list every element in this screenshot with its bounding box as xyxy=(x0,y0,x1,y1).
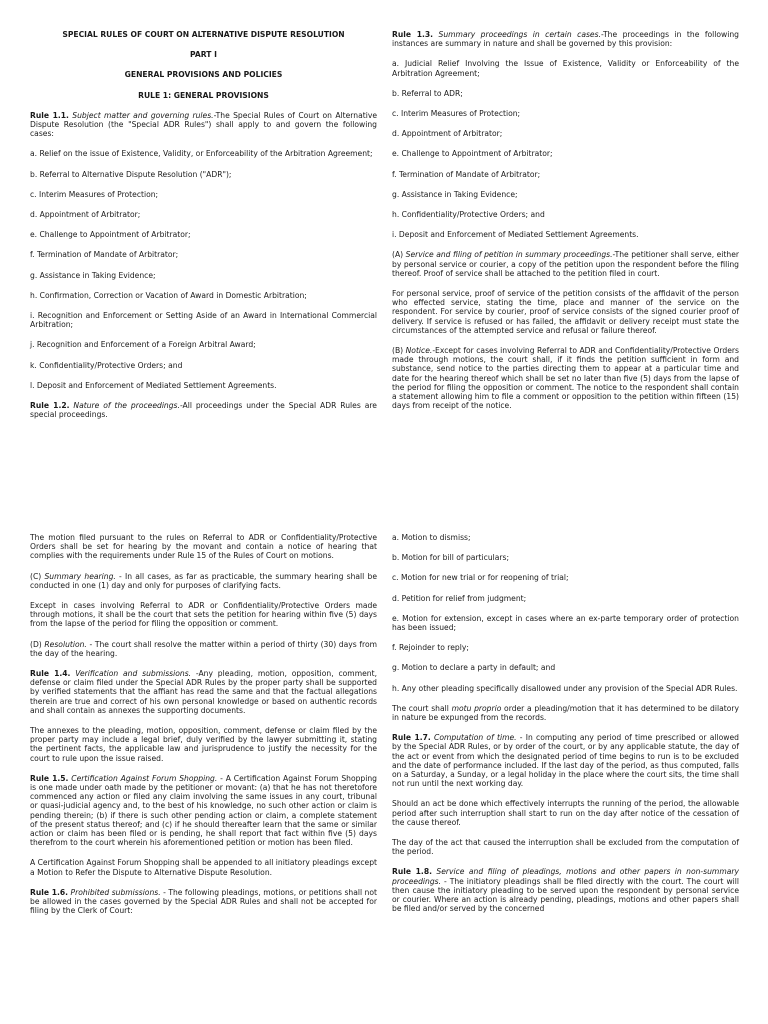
list-item: g. Assistance in Taking Evidence; xyxy=(30,270,156,280)
list-item: e. Challenge to Appointment of Arbitrator; xyxy=(30,230,191,240)
rule-text: - The initiatory pleadings shall be filed directly with the court. The court will then cause the initiatory pleading to be served upon the respondent by personal service or courier. Where an action is already pending, pleadings, motions and other papers shall be filed and/or served by the concerned xyxy=(392,876,739,914)
rule-label: Rule 1.3. xyxy=(392,30,434,39)
section-text: - The court shall resolve the matter within a period of thirty (30) days from the day of the hearing. xyxy=(30,639,377,658)
list-item: b. Referral to Alternative Dispute Resolution ("ADR"); xyxy=(30,169,232,179)
rule-1-4 xyxy=(30,669,377,715)
section-c xyxy=(30,572,377,590)
section-title: Resolution. xyxy=(44,639,87,649)
rule-label: Rule 1.6. xyxy=(30,887,69,897)
latin-term: motu proprio xyxy=(451,703,502,713)
list-item: f. Termination of Mandate of Arbitrator; xyxy=(392,169,541,179)
rule-title: Computation of time. xyxy=(434,733,517,743)
list-item: j. Recognition and Enforcement of a Foreign Arbitral Award; xyxy=(30,340,256,350)
part-heading: PART I xyxy=(190,50,217,60)
list-item: h. Confidentiality/Protective Orders; and xyxy=(392,210,545,220)
paragraph-personal-service: For personal service, proof of service of the petition consists of the affidavit of the person who effected service, stating the time, place and manner of the service on the respondent. For service by courier, proof of service consists of the signed courier proof of delivery. If service is refused or has failed, the affidavit or delivery receipt must state the circumstances of the attempted service and refusal or failure thereof. xyxy=(392,289,739,335)
list-item: a. Relief on the issue of Existence, Validity, or Enforceability of the Arbitration Agreement; xyxy=(30,149,373,159)
rule-label: Rule 1.4. xyxy=(30,669,71,679)
rule-title: Nature of the proceedings. xyxy=(73,401,180,411)
rule-title: Verification and submissions. xyxy=(75,669,192,679)
rule-1-3 xyxy=(392,30,739,48)
rule-title: Certification Against Forum Shopping. xyxy=(71,773,218,783)
section-title: Notice. xyxy=(405,346,433,356)
paragraph-except: Except in cases involving Referral to ADR or Confidentiality/Protective Orders made through motions, it shall be the court that sets the petition for hearing within five (5) days from the lapse of the period for filing the opposition or comment. xyxy=(30,601,377,629)
rule-title: Prohibited submissions. xyxy=(70,887,161,897)
rule-label: Rule 1.1. xyxy=(30,110,69,120)
rule-text: -Any pleading, motion, opposition, comment, defense or claim filed under the Special ADR Rules by the proper party shall be supported by verified statements that the affiant has read the same and that the factual allegations therein are true and correct of his own personal knowledge or based on authentic records and shall contain as annexes the supporting documents. xyxy=(30,669,377,715)
rule-text: -The Special Rules of Court on Alternative Dispute Resolution (the "Special ADR Rules") shall apply to and govern the following cases: xyxy=(30,110,377,139)
section-text: -The petitioner shall serve, either by personal service or courier, a copy of the petition upon the respondent before the filing thereof. Proof of service shall be attached to the petition filed in court. xyxy=(392,250,739,278)
rule-1-8 xyxy=(392,867,739,913)
list-item: c. Interim Measures of Protection; xyxy=(392,109,521,119)
rule-heading: RULE 1: GENERAL PROVISIONS xyxy=(138,90,269,100)
section-a xyxy=(392,250,739,278)
rule-text: -The proceedings in the following instances are summary in nature and shall be governed by this provision: xyxy=(392,30,739,49)
list-item: c. Motion for new trial or for reopening of trial; xyxy=(392,573,569,583)
paragraph-motu-proprio xyxy=(392,704,739,722)
column-bottom-left xyxy=(30,533,377,927)
section-title: Service and filing of petition in summary proceedings. xyxy=(405,250,613,260)
list-item: e. Challenge to Appointment of Arbitrator; xyxy=(392,149,553,159)
list-item: e. Motion for extension, except in cases where an ex-parte temporary order of protection has been issued; xyxy=(392,613,739,633)
rule-1-5 xyxy=(30,774,377,848)
list-item: d. Appointment of Arbitrator; xyxy=(30,210,141,220)
paragraph-annexes: The annexes to the pleading, motion, opposition, comment, defense or claim filed by the proper party may include a legal brief, duly verified by the lawyer submitting it, stating the pertinent facts, the applicable law and jurisprudence to justify the necessity for the court to rule upon the issue raised. xyxy=(30,726,377,763)
document-title: SPECIAL RULES OF COURT ON ALTERNATIVE DISPUTE RESOLUTION xyxy=(62,30,345,39)
rule-title: Service and filing of pleadings, motions and other papers in non-summary proceedings. xyxy=(392,867,739,886)
column-top-right xyxy=(392,30,739,421)
section-text: -Except for cases involving Referral to ADR and Confidentiality/Protective Orders made through motions, the court shall, if it finds the petition sufficient in form and substance, send notice to the parties directing them to appear at a particular time and date for the hearing thereof which shall be set no later than five (5) days from the lapse of the period for filing the opposition or comment. The notice to the respondent shall contain a statement allowing him to file a comment or opposition to the petition within fifteen (15) days from receipt of the notice. xyxy=(392,346,739,411)
section-label: (B) xyxy=(392,346,404,356)
list-item: k. Confidentiality/Protective Orders; and xyxy=(30,360,183,370)
column-top-left xyxy=(30,30,377,430)
list-item: b. Referral to ADR; xyxy=(392,88,463,98)
list-item: f. Termination of Mandate of Arbitrator; xyxy=(30,250,179,260)
section-title: Summary hearing. xyxy=(44,571,116,581)
section-label: (C) xyxy=(30,571,42,581)
list-item: i. Recognition and Enforcement or Setting Aside of an Award in International Commercial Arbitration; xyxy=(30,311,377,330)
rule-text: -All proceedings under the Special ADR Rules are special proceedings. xyxy=(30,401,377,420)
list-item: a. Motion to dismiss; xyxy=(392,533,471,542)
rule-1-7 xyxy=(392,733,739,788)
rule-label: Rule 1.8. xyxy=(392,867,432,877)
section-label: (A) xyxy=(392,250,404,260)
rule-label: Rule 1.7. xyxy=(392,733,431,743)
section-label: (D) xyxy=(30,639,42,649)
list-item: c. Interim Measures of Protection; xyxy=(30,189,159,199)
rule-1-1 xyxy=(30,111,377,139)
list-item: f. Rejoinder to reply; xyxy=(392,643,469,653)
rule-text: - A Certification Against Forum Shopping is one made under oath made by the petitioner or movant: (a) that he has not theretofore commenced any action or filed any claim involving the same issues in any court, tribunal or quasi-judicial agency and, to the best of his knowledge, no such other action or claim is pending therein; (b) if there is such other pending action or claim, a complete statement of the present status thereof; and (c) if he should thereafter learn that the same or similar action or claim has been filed or is pending, he shall report that fact within five (5) days therefrom to the court wherein his aforementioned petition or motion has been filed. xyxy=(30,773,377,848)
paragraph-text: order a pleading/motion that it has determined to be dilatory in nature be expunged from the records. xyxy=(392,703,739,723)
rule-title: Summary proceedings in certain cases. xyxy=(438,30,601,39)
list-item: l. Deposit and Enforcement of Mediated Settlement Agreements. xyxy=(30,380,277,390)
list-item: h. Confirmation, Correction or Vacation of Award in Domestic Arbitration; xyxy=(30,290,307,300)
rule-label: Rule 1.2. xyxy=(30,401,70,411)
rule-text: - The following pleadings, motions, or petitions shall not be allowed in the cases governed by the Special ADR Rules and shall not be accepted for filing by the Clerk of Court: xyxy=(30,887,377,916)
section-b xyxy=(392,346,739,410)
list-item: b. Motion for bill of particulars; xyxy=(392,553,510,563)
column-bottom-right xyxy=(392,533,739,924)
part-title: GENERAL PROVISIONS AND POLICIES xyxy=(124,70,283,80)
list-item: g. Motion to declare a party in default; and xyxy=(392,663,556,673)
list-item: d. Appointment of Arbitrator; xyxy=(392,129,503,139)
rule-label: Rule 1.5. xyxy=(30,773,69,783)
paragraph-motion: The motion filed pursuant to the rules on Referral to ADR or Confidentiality/Protective Orders shall be set for hearing by the movant and contain a notice of hearing that complies with the requirements under Rule 15 of the Rules of Court on motions. xyxy=(30,533,377,561)
paragraph-text: The court shall xyxy=(392,703,452,713)
paragraph-certification: A Certification Against Forum Shopping shall be appended to all initiatory pleadings except a Motion to Refer the Dispute to Alternative Dispute Resolution. xyxy=(30,858,377,877)
rule-title: Subject matter and governing rules. xyxy=(72,110,214,120)
rule-1-2 xyxy=(30,401,377,419)
rule-1-6 xyxy=(30,888,377,916)
list-item: h. Any other pleading specifically disallowed under any provision of the Special ADR Rules. xyxy=(392,683,738,693)
section-d xyxy=(30,640,377,658)
list-item: g. Assistance in Taking Evidence; xyxy=(392,189,518,199)
rule-text: - In computing any period of time prescribed or allowed by the Special ADR Rules, or by order of the court, or by any applicable statute, the day of the act or event from which the designated period of time begins to run is to be excluded and the date of performance included. If the last day of the period, as thus computed, falls on a Saturday, a Sunday, or a legal holiday in the place where the court sits, the time shall not run until the next working day. xyxy=(392,733,739,789)
paragraph-interruption: Should an act be done which effectively interrupts the running of the period, the allowable period after such interruption shall start to run on the day after notice of the cessation of the cause thereof. xyxy=(392,799,739,827)
list-item: a. Judicial Relief Involving the Issue of Existence, Validity or Enforceability of the Arbitration Agreement; xyxy=(392,59,739,78)
section-text: - In all cases, as far as practicable, the summary hearing shall be conducted in one (1) day and only for purposes of clarifying facts. xyxy=(30,571,377,590)
list-item: d. Petition for relief from judgment; xyxy=(392,593,527,603)
paragraph-day-of-act: The day of the act that caused the interruption shall be excluded from the computation of the period. xyxy=(392,838,739,857)
list-item: i. Deposit and Enforcement of Mediated Settlement Agreements. xyxy=(392,230,639,240)
